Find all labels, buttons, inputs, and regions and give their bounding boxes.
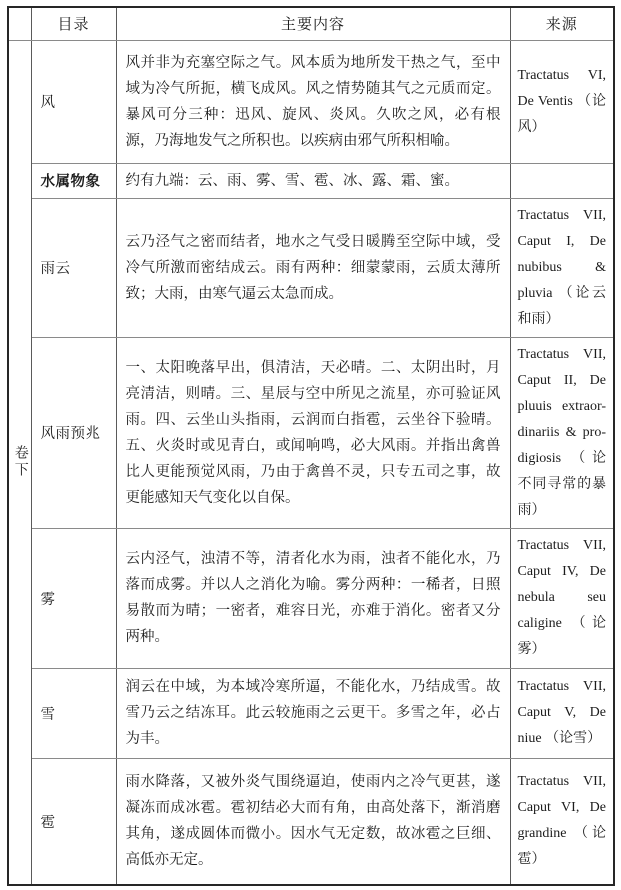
content-cell-hail: 雨水降落，又被外炎气围绕逼迫，使雨内之冷气更甚，遂凝冻而成冰雹。雹初结必大而有角，由高处落下，渐消磨其角，遂成圆体而微小。因水气无定数，故冰雹之巨细、高低亦无定。 [116,758,510,885]
source-cell-wind-rain-omens: Tractatus VII, Caput II, De pluuis extraor-dinariis & pro-digiosis （论不同寻常的暴雨） [510,337,614,528]
source-cell-snow: Tractatus VII, Caput V, De niue （论雪） [510,668,614,758]
content-cell-fog: 云内泾气，浊清不等，清者化水为雨，浊者不能化水，乃落而成雾。并以人之消化为喻。雾分两种：一稀者，日照易散而为晴；一密者，难容日光，亦难于消化。密者又分两种。 [116,528,510,668]
source-cell-water-phenomena [510,163,614,198]
contents-table [7,6,615,886]
source-cell-wind: Tractatus VI, De Ventis （论风） [510,40,614,163]
catalog-cell-wind-rain-omens: 风雨预兆 [31,337,116,528]
table-row-hail [8,758,614,885]
table-row-rain-cloud [8,198,614,337]
source-cell-hail: Tractatus VII, Caput VI, De grandine （论雹） [510,758,614,885]
catalog-cell-fog: 雾 [31,528,116,668]
table-header-row [8,7,614,40]
content-cell-wind: 风并非为充塞空际之气。风本质为地所发干热之气，至中域为冷气所扼，横飞成风。风之情势随其气之元质而定。暴风可分三种：迅风、旋风、炎风。久吹之风，必有根源，乃海地发气之所积也。以疾病由邪气所积相喻。 [116,40,510,163]
content-cell-rain-cloud: 云乃泾气之密而结者，地水之气受日暖腾至空际中域，受冷气所激而密结成云。雨有两种：细蒙蒙雨，云质太薄所致；大雨，由寒气逼云太急而成。 [116,198,510,337]
header-volume-spacer [8,7,31,40]
content-cell-snow: 润云在中域，为本域冷寒所逼，不能化水，乃结成雪。故雪乃云之结冻耳。此云较施雨之云更干。多雪之年，必占为丰。 [116,668,510,758]
table-row-water-phenomena [8,163,614,198]
content-cell-wind-rain-omens: 一、太阳晚落早出，俱清洁，天必晴。二、太阴出时，月亮清洁，则晴。三、星辰与空中所见之流星，亦可验证风雨。四、云坐山头指雨，云润而白指雹，云坐谷下验晴。五、火炎时或见青白，或闻响鸣，必大风雨。并指出禽兽比人更能预觉风雨，乃由于禽兽不灵，只专五司之事，故更能感知天气变化以自保。 [116,337,510,528]
catalog-cell-hail: 雹 [31,758,116,885]
source-cell-rain-cloud: Tractatus VII, Caput I, De nubibus & pluvia （论云和雨） [510,198,614,337]
source-cell-fog: Tractatus VII, Caput IV, De nebula seu caligine （论雾） [510,528,614,668]
table-row-wind-rain-omens [8,337,614,528]
table-row-snow [8,668,614,758]
table-row-fog [8,528,614,668]
catalog-cell-water-phenomena: 水属物象 [31,163,116,198]
catalog-cell-wind: 风 [31,40,116,163]
header-main-content: 主要内容 [116,7,510,40]
content-cell-water-phenomena: 约有九端：云、雨、雾、雪、雹、冰、露、霜、蜜。 [116,163,510,198]
table-row-wind [8,40,614,163]
header-source: 来源 [510,7,614,40]
catalog-cell-snow: 雪 [31,668,116,758]
catalog-cell-rain-cloud: 雨云 [31,198,116,337]
volume-label: 卷下 [8,40,31,885]
header-catalog: 目录 [31,7,116,40]
